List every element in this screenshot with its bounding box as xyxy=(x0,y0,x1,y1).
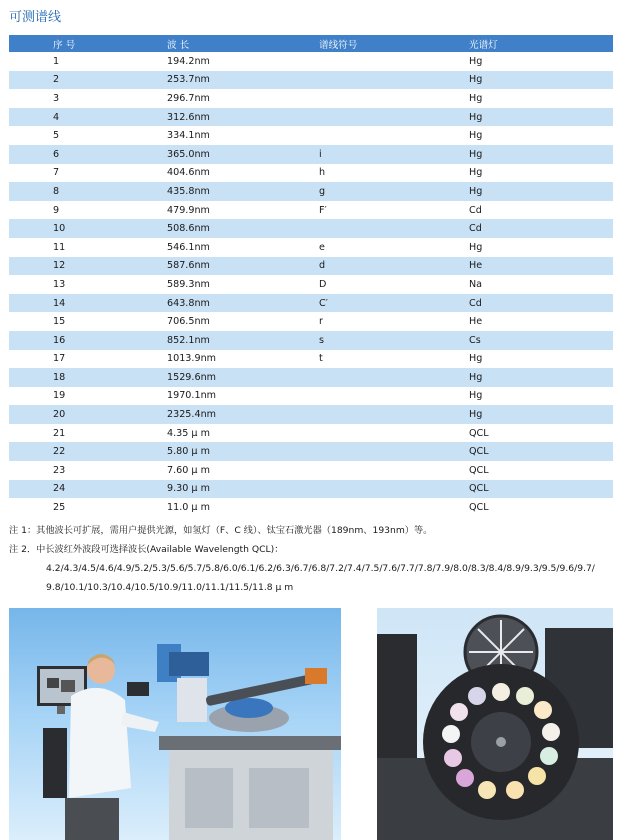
line-symbol-cell xyxy=(319,89,469,108)
index-cell: 19 xyxy=(9,387,165,406)
wavelength-cell: 479.9nm xyxy=(165,201,319,220)
wavelength-cell: 5.80 μ m xyxy=(165,442,319,461)
lamp-cell: Hg xyxy=(469,368,613,387)
lamp-cell: QCL xyxy=(469,498,613,517)
lab-instrument-photo xyxy=(9,608,341,840)
spectral-lines-table xyxy=(9,35,613,517)
lamp-cell: Hg xyxy=(469,145,613,164)
wavelength-cell: 589.3nm xyxy=(165,275,319,294)
index-cell: 6 xyxy=(9,145,165,164)
table-row xyxy=(9,126,613,145)
table-row xyxy=(9,424,613,443)
lamp-cell: Cd xyxy=(469,294,613,313)
lamp-cell: Cd xyxy=(469,201,613,220)
lab-scene-illustration xyxy=(9,608,341,840)
lamp-cell: Hg xyxy=(469,71,613,90)
line-symbol-cell xyxy=(319,108,469,127)
lamp-cell: QCL xyxy=(469,461,613,480)
note-2-wavelengths: 4.2/4.3/4.5/4.6/4.9/5.2/5.3/5.6/5.7/5.8/6.0/6.1/6.2/6.3/6.7/6.8/7.2/7.4/7.5/7.6/7.7/7.8/7.9/8.0/8.3/8.4/8.9/9.3/9.5/9.6/9.7/ xyxy=(46,563,595,574)
lamp-cell: Hg xyxy=(469,387,613,406)
notes xyxy=(9,521,629,597)
index-cell: 13 xyxy=(9,275,165,294)
wavelength-cell: 404.6nm xyxy=(165,164,319,183)
table-row xyxy=(9,294,613,313)
table-row xyxy=(9,350,613,369)
lamp-cell: Hg xyxy=(469,350,613,369)
line-symbol-cell xyxy=(319,71,469,90)
index-cell: 2 xyxy=(9,71,165,90)
lamp-cell: Cd xyxy=(469,219,613,238)
header-line-symbol: 谱线符号 xyxy=(319,35,469,52)
wavelength-cell: 365.0nm xyxy=(165,145,319,164)
index-cell: 22 xyxy=(9,442,165,461)
index-cell: 15 xyxy=(9,312,165,331)
line-symbol-cell: C′ xyxy=(319,294,469,313)
line-symbol-cell: h xyxy=(319,164,469,183)
table-row xyxy=(9,164,613,183)
line-symbol-cell xyxy=(319,126,469,145)
table-row xyxy=(9,387,613,406)
index-cell: 1 xyxy=(9,52,165,71)
lamp-cell: Hg xyxy=(469,52,613,71)
lamp-cell: Hg xyxy=(469,164,613,183)
table-row xyxy=(9,71,613,90)
wavelength-cell: 296.7nm xyxy=(165,89,319,108)
table-row xyxy=(9,238,613,257)
index-cell: 18 xyxy=(9,368,165,387)
wavelength-cell: 334.1nm xyxy=(165,126,319,145)
line-symbol-cell: s xyxy=(319,331,469,350)
table-row xyxy=(9,52,613,71)
header-lamp: 光谱灯 xyxy=(469,35,613,52)
wavelength-cell: 587.6nm xyxy=(165,257,319,276)
wavelength-cell: 2325.4nm xyxy=(165,405,319,424)
index-cell: 14 xyxy=(9,294,165,313)
lamp-cell: He xyxy=(469,312,613,331)
table-body xyxy=(9,52,613,517)
lamp-cell: Hg xyxy=(469,238,613,257)
index-cell: 8 xyxy=(9,182,165,201)
line-symbol-cell xyxy=(319,387,469,406)
index-cell: 4 xyxy=(9,108,165,127)
index-cell: 11 xyxy=(9,238,165,257)
lamp-cell: Hg xyxy=(469,182,613,201)
note-2-wavelengths-cont: 9.8/10.1/10.3/10.4/10.5/10.9/11.0/11.1/11.5/11.8 μ m xyxy=(46,582,294,593)
table-row xyxy=(9,405,613,424)
table-row xyxy=(9,498,613,517)
wavelength-cell: 1013.9nm xyxy=(165,350,319,369)
index-cell: 10 xyxy=(9,219,165,238)
wavelength-cell: 546.1nm xyxy=(165,238,319,257)
index-cell: 23 xyxy=(9,461,165,480)
table-row xyxy=(9,275,613,294)
index-cell: 7 xyxy=(9,164,165,183)
lamp-cell: QCL xyxy=(469,442,613,461)
line-symbol-cell xyxy=(319,498,469,517)
index-cell: 12 xyxy=(9,257,165,276)
line-symbol-cell xyxy=(319,52,469,71)
wavelength-cell: 508.6nm xyxy=(165,219,319,238)
lamp-cell: Hg xyxy=(469,126,613,145)
table-row xyxy=(9,368,613,387)
index-cell: 21 xyxy=(9,424,165,443)
table-row xyxy=(9,219,613,238)
table-row xyxy=(9,461,613,480)
index-cell: 9 xyxy=(9,201,165,220)
table-row xyxy=(9,145,613,164)
wavelength-cell: 312.6nm xyxy=(165,108,319,127)
table-row xyxy=(9,331,613,350)
wavelength-cell: 1970.1nm xyxy=(165,387,319,406)
line-symbol-cell: e xyxy=(319,238,469,257)
note-1: 注 1：其他波长可扩展，需用户提供光源，如氢灯（F、C 线）、钛宝石激光器（189nm、193nm）等。 xyxy=(9,525,433,536)
line-symbol-cell: D xyxy=(319,275,469,294)
line-symbol-cell xyxy=(319,219,469,238)
header-wavelength: 波 长 xyxy=(165,35,319,52)
table-row xyxy=(9,89,613,108)
index-cell: 24 xyxy=(9,480,165,499)
index-cell: 17 xyxy=(9,350,165,369)
lamp-wheel-photo xyxy=(377,608,613,840)
wavelength-cell: 435.8nm xyxy=(165,182,319,201)
lamp-cell: Hg xyxy=(469,89,613,108)
index-cell: 16 xyxy=(9,331,165,350)
wavelength-cell: 706.5nm xyxy=(165,312,319,331)
line-symbol-cell: i xyxy=(319,145,469,164)
line-symbol-cell: r xyxy=(319,312,469,331)
line-symbol-cell xyxy=(319,424,469,443)
table-row xyxy=(9,480,613,499)
lamp-cell: Cs xyxy=(469,331,613,350)
table-row xyxy=(9,201,613,220)
wavelength-cell: 1529.6nm xyxy=(165,368,319,387)
header-index: 序 号 xyxy=(9,35,165,52)
lamp-cell: Hg xyxy=(469,405,613,424)
table-header-row xyxy=(9,35,613,52)
line-symbol-cell xyxy=(319,368,469,387)
lamp-cell: Na xyxy=(469,275,613,294)
page-title: 可测谱线 xyxy=(9,10,62,25)
index-cell: 5 xyxy=(9,126,165,145)
line-symbol-cell xyxy=(319,442,469,461)
lamp-cell: QCL xyxy=(469,424,613,443)
lamp-cell: QCL xyxy=(469,480,613,499)
line-symbol-cell: F′ xyxy=(319,201,469,220)
wavelength-cell: 852.1nm xyxy=(165,331,319,350)
wavelength-cell: 194.2nm xyxy=(165,52,319,71)
wavelength-cell: 4.35 μ m xyxy=(165,424,319,443)
index-cell: 25 xyxy=(9,498,165,517)
line-symbol-cell xyxy=(319,405,469,424)
index-cell: 20 xyxy=(9,405,165,424)
wavelength-cell: 643.8nm xyxy=(165,294,319,313)
line-symbol-cell: g xyxy=(319,182,469,201)
table-row xyxy=(9,442,613,461)
table-row xyxy=(9,182,613,201)
table-row xyxy=(9,257,613,276)
wavelength-cell: 11.0 μ m xyxy=(165,498,319,517)
lamp-wheel-illustration xyxy=(377,608,613,840)
lamp-cell: Hg xyxy=(469,108,613,127)
lamp-cell: He xyxy=(469,257,613,276)
wavelength-cell: 253.7nm xyxy=(165,71,319,90)
table-row xyxy=(9,312,613,331)
index-cell: 3 xyxy=(9,89,165,108)
table-row xyxy=(9,108,613,127)
wavelength-cell: 9.30 μ m xyxy=(165,480,319,499)
note-2: 注 2．中长波红外波段可选择波长(Available Wavelength QCL)： xyxy=(9,544,284,555)
line-symbol-cell xyxy=(319,480,469,499)
line-symbol-cell xyxy=(319,461,469,480)
wavelength-cell: 7.60 μ m xyxy=(165,461,319,480)
line-symbol-cell: d xyxy=(319,257,469,276)
line-symbol-cell: t xyxy=(319,350,469,369)
